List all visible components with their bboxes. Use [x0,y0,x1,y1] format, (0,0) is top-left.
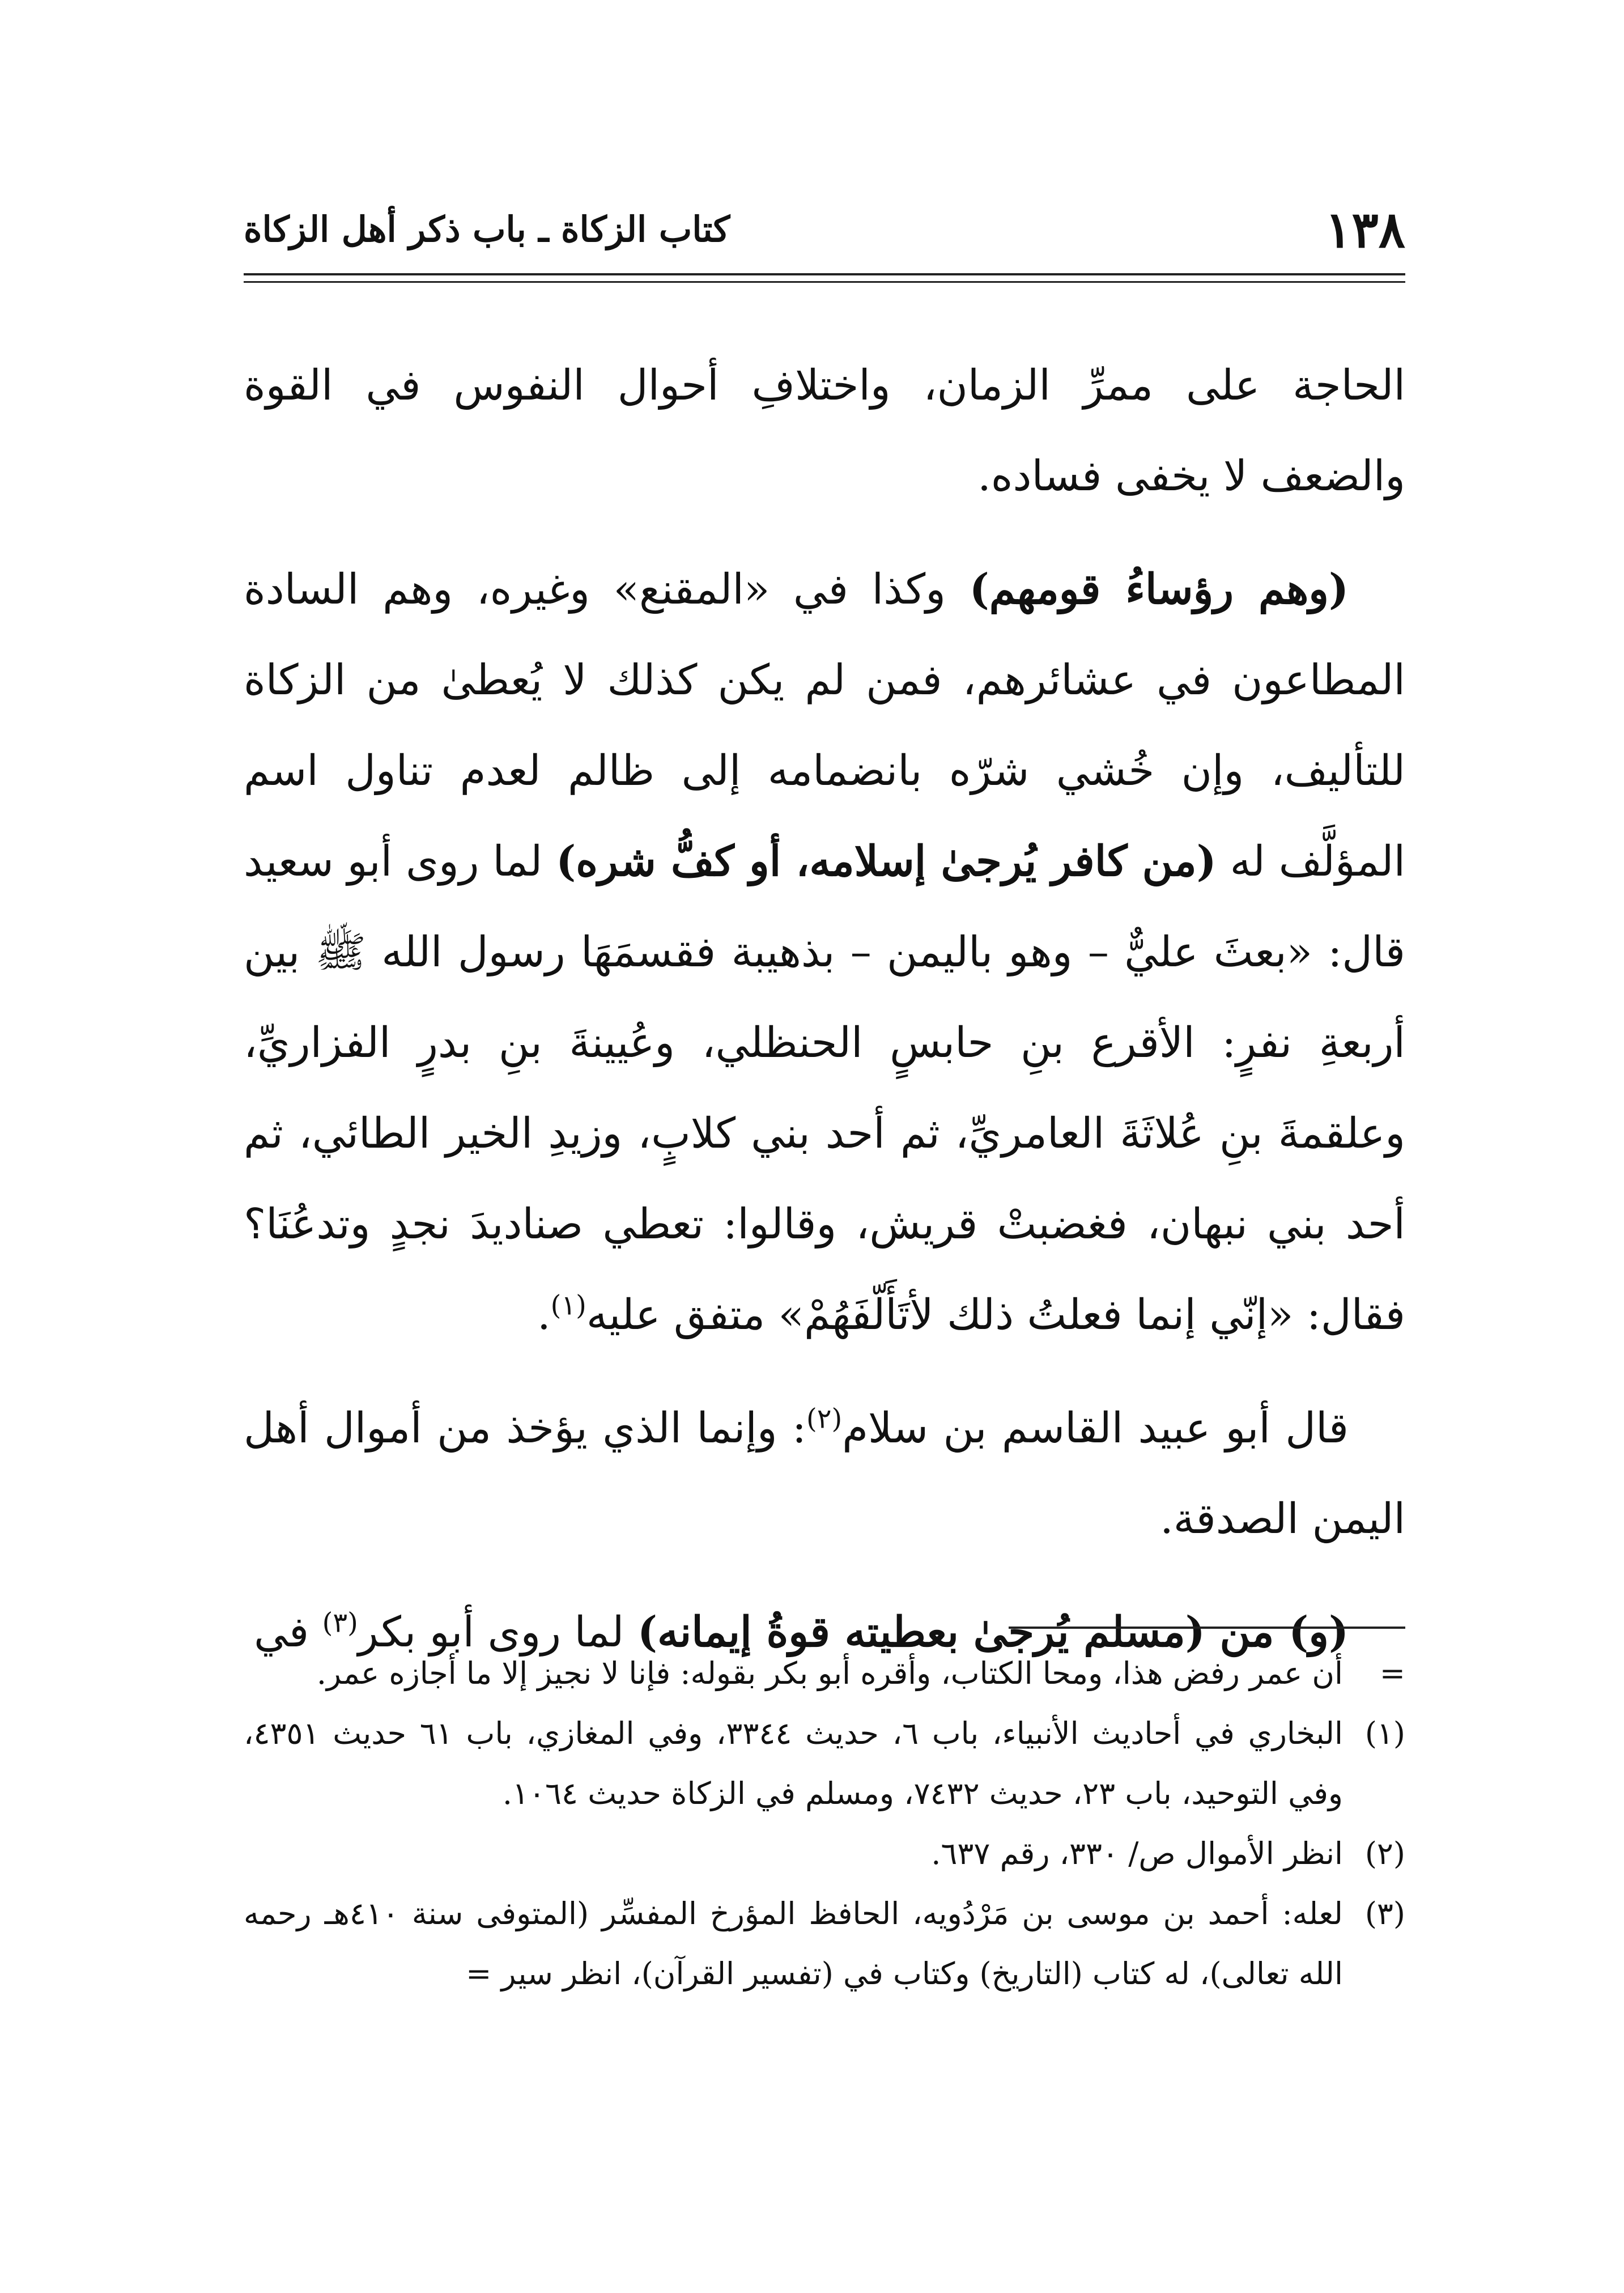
paragraph-2-end: . [537,1290,551,1339]
footnote-marker: (١) [1364,1715,1405,1751]
footnote-3 [244,1884,1405,2004]
paragraph-4-text-1: لما روى أبو بكر [358,1608,637,1657]
footnote-marker: = [1379,1655,1405,1691]
footnote-text: أن عمر رفض هذا، ومحا الكتاب، وأقره أبو بكر بقوله: فإنا لا نجيز إلا ما أجازه عمر. [316,1655,1343,1691]
matn-phrase-3: (مسلم يُرجىٰ بعطيته قوةُ إيمانه) [637,1608,1205,1657]
footnote-divider [1009,1627,1405,1629]
commentary-text-1: وكذا في «المقنع» وغيره، وهم السادة المطاعون في عشائرهم، فمن لم يكن كذلك لا يُعطىٰ من الزكاة للتأليف، وإن خُشي شرّه بانضمامه إلى ظالم لعدم تناول اسم المؤلَّف له [244,565,1406,886]
matn-phrase-2: (من كافر يُرجىٰ إسلامه، أو كفُّ شره) [556,837,1217,886]
footnote-2 [244,1824,1405,1884]
main-text [244,340,1405,1700]
footnote-text: البخاري في أحاديث الأنبياء، باب ٦، حديث ٣٣٤٤، وفي المغازي، باب ٦١ حديث ٤٣٥١، وفي التوحيد، باب ٢٣، حديث ٧٤٣٢، ومسلم في الزكاة حديث ١٠٦٤. [244,1715,1343,1811]
footnote-text: انظر الأموال ص/ ٣٣٠، رقم ٦٣٧. [931,1836,1343,1871]
commentary-text-2: لما روى أبو سعيد قال: «بعثَ عليٌّ – وهو باليمن – بذهيبة فقسمَهَا رسول الله ﷺ بين أربعةِ نفرٍ: الأقرع بنِ حابسٍ الحنظلي، وعُيينةَ بنِ بدرٍ الفزاريِّ، وعلقمةَ بنِ عُلاثَةَ العامريِّ، ثم أحد بني كلابٍ، وزيدِ الخير الطائي، ثم أحد بني نبهان، فغضبتْ قريش، وقالوا: تعطي صناديدَ نجدٍ وتدعُنَا؟ فقال: «إنّي إنما فعلتُ ذلك لأتَأَلّفَهُمْ» متفق عليه [244,837,1405,1339]
footnote-ref-1: (١) [550,1289,586,1322]
paragraph-2 [244,544,1405,1360]
matn-phrase-1: (وهم رؤساءُ قومهم) [969,565,1349,614]
footnote-continuation [244,1644,1405,1704]
page-header [244,187,1405,272]
paragraph-1 [244,340,1405,521]
footnote-marker: (٣) [1364,1896,1405,1931]
footnote-text: لعله: أحمد بن موسى بن مَرْدُويه، الحافظ المؤرخ المفسِّر (المتوفى سنة ٤١٠هـ رحمه الله تعالى)، له كتاب (التاريخ) وكتاب في (تفسير القرآن)، انظر سير = [244,1896,1343,1991]
paragraph-4-text-2: في [254,1608,322,1657]
footnote-ref-2: (٢) [806,1403,843,1435]
footnote-1 [244,1704,1405,1824]
footnote-marker: (٢) [1364,1836,1405,1871]
paragraph-3 [244,1383,1405,1564]
paragraph-4-open: (و) من [1205,1608,1349,1657]
footnote-ref-3: (٣) [322,1607,358,1639]
header-divider [244,273,1405,283]
running-title: كتاب الزكاة ـ باب ذكر أهل الزكاة [244,209,730,250]
page-number: ١٣٨ [1325,200,1405,259]
paragraph-3-text-1: قال أبو عبيد القاسم بن سلام [842,1404,1349,1453]
paragraph-3-text-2: : وإنما الذي يؤخذ من أموال أهل اليمن الصدقة. [244,1404,1405,1543]
paragraph-1-text: الحاجة على ممرِّ الزمان، واختلافِ أحوال النفوس في القوة والضعف لا يخفى فساده. [244,361,1405,500]
footnotes [244,1644,1405,2004]
